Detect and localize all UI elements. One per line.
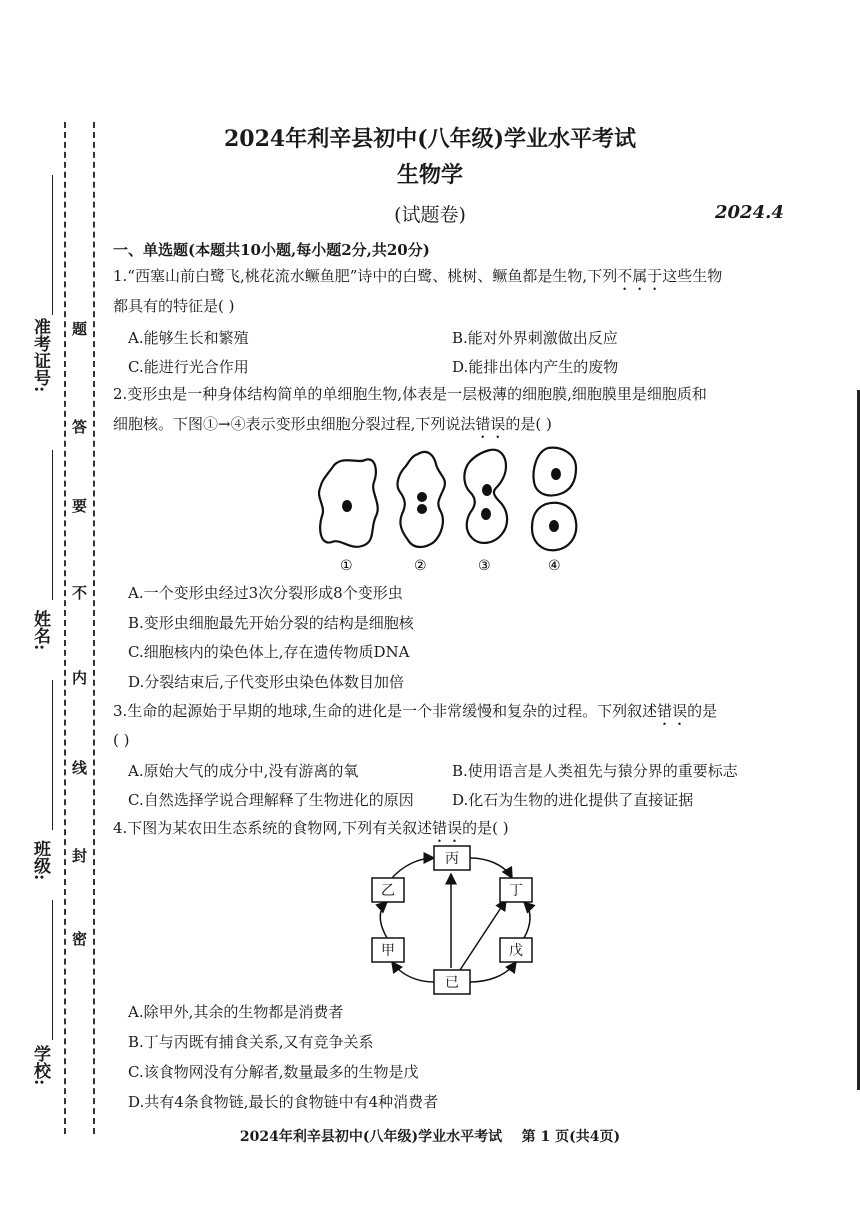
warning-char: 线 xyxy=(72,759,88,777)
q1-stem-post: 这些生物 xyxy=(662,267,723,285)
q4-option-a[interactable]: A.除甲外,其余的生物都是消费者 xyxy=(128,1003,344,1021)
paper-type: (试题卷) xyxy=(394,204,466,226)
q3-stem-post: 的是 xyxy=(687,702,718,720)
q2-stem-line2 xyxy=(113,414,552,442)
warning-char: 要 xyxy=(72,497,88,515)
q2-option-d[interactable]: D.分裂结束后,子代变形虫染色体数目加倍 xyxy=(128,673,405,691)
q3-option-b[interactable]: B.使用语言是人类祖先与猿分界的重要标志 xyxy=(452,762,738,780)
nucleus xyxy=(549,520,559,532)
q2-option-a[interactable]: A.一个变形虫经过3次分裂形成8个变形虫 xyxy=(128,584,403,602)
q1-stem-pre: 1.“西塞山前白鹭飞,桃花流水鳜鱼肥”诗中的白鹭、桃树、鳜鱼都是生物,下列 xyxy=(113,267,618,285)
node-label-ding: 丁 xyxy=(509,883,523,899)
node-label-jia: 甲 xyxy=(381,943,395,959)
amoeba-division-figure xyxy=(310,442,600,574)
q3-option-d[interactable]: D.化石为生物的进化提供了直接证据 xyxy=(452,791,694,809)
q4-emphasis: 错误 xyxy=(432,819,463,837)
q2-option-c[interactable]: C.细胞核内的染色体上,存在遗传物质DNA xyxy=(128,643,410,661)
figure-label-1: ① xyxy=(340,558,353,574)
q3-option-a[interactable]: A.原始大气的成分中,没有游离的氧 xyxy=(128,762,359,780)
page-footer: 2024年利辛县初中(八年级)学业水平考试 第 1 页(共4页) xyxy=(239,1129,621,1145)
q4-stem-post: 的是( ) xyxy=(462,819,509,837)
figure-label-4: ④ xyxy=(548,558,561,574)
q2-emphasis: 错误 xyxy=(475,415,506,433)
name-blank xyxy=(52,450,53,600)
q1-option-b[interactable]: B.能对外界刺激做出反应 xyxy=(452,329,618,347)
q2-stem-line1: 2.变形虫是一种身体结构简单的单细胞生物,体表是一层极薄的细胞膜,细胞膜里是细胞质和 xyxy=(113,385,707,403)
school-blank xyxy=(52,900,53,1040)
nucleus xyxy=(551,468,561,480)
q4-stem-pre: 4.下图为某农田生态系统的食物网,下列有关叙述 xyxy=(113,819,433,837)
q3-emphasis: 错误 xyxy=(657,702,688,720)
nucleus xyxy=(417,504,427,514)
nucleus xyxy=(481,508,491,520)
q2-option-b[interactable]: B.变形虫细胞最先开始分裂的结构是细胞核 xyxy=(128,614,414,632)
subject-title: 生物学 xyxy=(396,162,463,188)
q1-option-a[interactable]: A.能够生长和繁殖 xyxy=(128,329,249,347)
exam-date: 2024.4 xyxy=(715,202,784,223)
section-heading: 一、单选题(本题共10小题,每小题2分,共20分) xyxy=(113,241,430,259)
binding-line-outer xyxy=(64,122,66,1134)
edge-jia-yi xyxy=(380,902,387,938)
q1-option-d[interactable]: D.能排出体内产生的废物 xyxy=(452,358,619,376)
warning-char: 题 xyxy=(72,320,88,338)
exam-number-label: 准考证号: xyxy=(30,318,50,393)
binding-line-inner xyxy=(93,122,95,1134)
q4-option-c[interactable]: C.该食物网没有分解者,数量最多的生物是戊 xyxy=(128,1063,419,1081)
school-label: 学校: xyxy=(30,1045,50,1086)
food-web-diagram xyxy=(360,842,560,998)
q1-stem-line2: 都具有的特征是( ) xyxy=(113,297,235,315)
warning-char: 答 xyxy=(72,418,88,436)
q3-stem-line2: ( ) xyxy=(113,731,130,749)
q1-stem-line1 xyxy=(113,266,722,294)
q4-option-d[interactable]: D.共有4条食物链,最长的食物链中有4种消费者 xyxy=(128,1093,439,1111)
edge-ji-wu xyxy=(470,962,516,982)
class-label: 班级: xyxy=(30,840,50,881)
q3-option-c[interactable]: C.自然选择学说合理解释了生物进化的原因 xyxy=(128,791,414,809)
nucleus xyxy=(417,492,427,502)
node-label-wu: 戊 xyxy=(509,943,523,959)
q1-emphasis: 不属于 xyxy=(617,267,663,285)
q3-stem-pre: 3.生命的起源始于早期的地球,生命的进化是一个非常缓慢和复杂的过程。下列叙述 xyxy=(113,702,658,720)
nucleus xyxy=(342,500,352,512)
q2-stem-pre: 细胞核。下图①→④表示变形虫细胞分裂过程,下列说法 xyxy=(113,415,476,433)
warning-char: 内 xyxy=(72,669,88,687)
node-label-yi: 乙 xyxy=(381,883,395,899)
edge-yi-bing xyxy=(390,858,434,880)
q1-option-c[interactable]: C.能进行光合作用 xyxy=(128,358,249,376)
class-blank xyxy=(52,680,53,830)
name-label: 姓名: xyxy=(30,610,50,651)
edge-bing-ding xyxy=(470,858,512,878)
warning-char: 不 xyxy=(72,584,88,602)
warning-char: 封 xyxy=(72,847,88,865)
warning-char: 密 xyxy=(72,930,88,948)
q2-stem-post: 的是( ) xyxy=(505,415,552,433)
q4-option-b[interactable]: B.丁与丙既有捕食关系,又有竞争关系 xyxy=(128,1033,374,1051)
figure-label-3: ③ xyxy=(478,558,491,574)
edge-wu-ding xyxy=(524,902,530,938)
amoeba-stage-3 xyxy=(464,450,507,543)
node-label-bing: 丙 xyxy=(445,851,459,867)
edge-ji-jia xyxy=(392,962,434,982)
q3-stem-line1 xyxy=(113,701,717,729)
node-label-ji: 已 xyxy=(445,975,459,991)
exam-number-blank xyxy=(52,175,53,315)
exam-title: 2024年利辛县初中(八年级)学业水平考试 xyxy=(223,126,637,152)
nucleus xyxy=(482,484,492,496)
figure-label-2: ② xyxy=(414,558,427,574)
edge-ji-ding xyxy=(460,900,506,970)
